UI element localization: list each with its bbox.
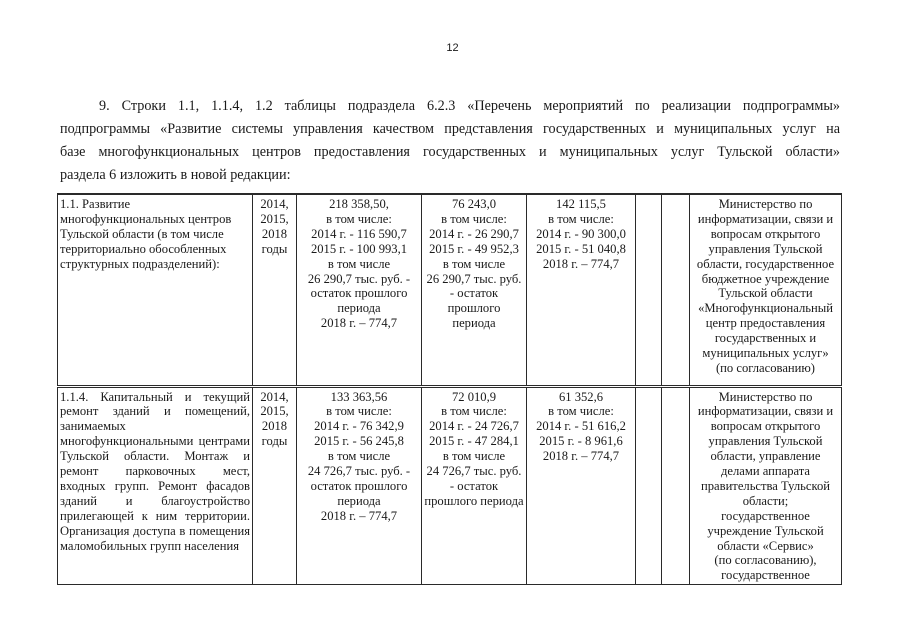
cell-line: делами аппарата (720, 464, 811, 479)
funding-column-a-cell (422, 194, 527, 386)
funding-column-a-cell (422, 386, 527, 585)
cell-line: Министерство по (718, 389, 813, 404)
executor-cell (690, 386, 842, 585)
cell-line: муниципальных услуг» (702, 346, 829, 361)
cell-line: 2015, (260, 404, 289, 419)
cell-line: - остаток (449, 286, 499, 301)
cell-line: 2014, (260, 197, 289, 211)
cell-line: центр предоставления (705, 316, 826, 331)
cell-line: годы (261, 241, 288, 256)
intro-line: подпрограммы «Развитие системы управления качеством представления государственных и муниципальных услуг на (60, 121, 840, 137)
cell-line: 24 726,7 тыс. руб. - (307, 464, 411, 479)
cell-line: 2014 г. - 26 290,7 (429, 226, 519, 241)
cell-line: - остаток (449, 478, 499, 493)
cell-line: в том числе (442, 449, 506, 464)
cell-line: 2015 г. - 51 040,8 (536, 241, 626, 256)
cell-line: 26 290,7 тыс. руб. (426, 271, 522, 286)
cell-line: в том числе (327, 449, 391, 464)
cell-line: 2018 г. – 774,7 (542, 449, 620, 464)
cell-line: области, управление (710, 449, 821, 464)
cell-line: 2015 г. - 56 245,8 (314, 434, 404, 449)
cell-line: периода (337, 301, 381, 316)
cell-line: 2018 (261, 419, 288, 434)
cell-line: 142 115,5 (556, 197, 606, 211)
cell-line: информатизации, связи и (697, 404, 834, 419)
table-row (58, 386, 842, 585)
cell-line: прошлого периода (424, 493, 524, 508)
cell-line: (по согласованию) (715, 360, 815, 375)
cell-line: информатизации, связи и (697, 211, 834, 226)
cell-line: 133 363,56 (330, 389, 388, 404)
cell-line: «Многофункциональный (698, 301, 833, 316)
cell-line: в том числе: (441, 404, 507, 419)
funding-column-b-cell (527, 386, 636, 585)
cell-line: 2014 г. - 116 590,7 (311, 226, 407, 241)
empty-cell (662, 194, 690, 386)
intro-line: раздела 6 изложить в новой редакции: (60, 167, 291, 183)
cell-line: 2014 г. - 76 342,9 (314, 419, 404, 434)
cell-line: области, государственное (696, 256, 835, 271)
cell-line: в том числе: (548, 404, 614, 419)
cell-line: государственное (721, 508, 810, 523)
cell-line: области; (742, 493, 789, 508)
cell-line: остаток прошлого (310, 286, 408, 301)
activities-table (57, 193, 842, 585)
empty-cell (636, 386, 662, 585)
total-funding-cell (297, 194, 422, 386)
executor-cell (690, 194, 842, 386)
cell-line: в том числе: (326, 404, 392, 419)
activity-name-cell: 1.1. Развитие многофункциональных центров Тульской области (в том числе территориально обособленных структурных подразделений): (58, 194, 253, 386)
cell-line: Тульской области (718, 286, 813, 301)
intro-paragraph (60, 95, 840, 187)
table-row (58, 194, 842, 386)
cell-line: вопросам открытого (710, 419, 821, 434)
cell-line: прошлого (447, 301, 501, 316)
cell-line: остаток прошлого (310, 478, 408, 493)
cell-line: 76 243,0 (451, 197, 497, 211)
empty-cell (662, 386, 690, 585)
cell-line: 61 352,6 (558, 389, 604, 404)
intro-line: базе многофункциональных центров предоставления государственных и муниципальных услуг Тульской области» (60, 144, 840, 160)
cell-line: 2015 г. - 100 993,1 (310, 241, 408, 256)
cell-line: 24 726,7 тыс. руб. (426, 464, 522, 479)
years-cell (253, 194, 297, 386)
cell-line: 218 358,50, (329, 197, 389, 211)
cell-line: 2014, (260, 389, 289, 404)
cell-line: 2015, (260, 211, 289, 226)
funding-column-b-cell (527, 194, 636, 386)
cell-line: 72 010,9 (451, 389, 497, 404)
cell-line: 2018 г. – 774,7 (320, 508, 398, 523)
cell-line: (по согласованию), (714, 553, 817, 568)
intro-line: 9. Строки 1.1, 1.1.4, 1.2 таблицы подраздела 6.2.3 «Перечень мероприятий по реализации подпрограммы» (99, 98, 840, 114)
cell-line: 2015 г. - 47 284,1 (429, 434, 519, 449)
cell-line: 26 290,7 тыс. руб. - (307, 271, 411, 286)
empty-cell (636, 194, 662, 386)
cell-line: в том числе (442, 256, 506, 271)
years-cell (253, 386, 297, 585)
cell-line: управления Тульской (708, 434, 823, 449)
cell-line: 2015 г. - 49 952,3 (429, 241, 519, 256)
cell-line: в том числе (327, 256, 391, 271)
cell-line: в том числе: (548, 211, 614, 226)
cell-line: периода (337, 493, 381, 508)
cell-line: в том числе: (441, 211, 507, 226)
cell-line: государственное (721, 568, 810, 583)
cell-line: Министерство по (718, 197, 813, 211)
cell-line: 2018 г. – 774,7 (320, 316, 398, 331)
cell-line: в том числе: (326, 211, 392, 226)
cell-line: правительства Тульской (701, 478, 830, 493)
cell-line: бюджетное учреждение (701, 271, 830, 286)
cell-line: периода (452, 316, 496, 331)
total-funding-cell (297, 386, 422, 585)
cell-line: вопросам открытого (710, 226, 821, 241)
cell-line: годы (261, 434, 288, 449)
cell-line: 2014 г. - 51 616,2 (536, 419, 626, 434)
cell-line: управления Тульской (708, 241, 823, 256)
cell-line: области «Сервис» (717, 538, 814, 553)
page-number: 12 (446, 42, 459, 54)
cell-line: 2014 г. - 24 726,7 (429, 419, 519, 434)
cell-line: государственных и (714, 331, 817, 346)
cell-line: 2018 (261, 226, 288, 241)
cell-line: 2015 г. - 8 961,6 (539, 434, 623, 449)
cell-line: 2018 г. – 774,7 (542, 256, 620, 271)
cell-line: 2014 г. - 90 300,0 (536, 226, 626, 241)
activity-name-cell: 1.1.4. Капитальный и текущий ремонт зданий и помещений, занимаемых многофункциональными центрами Тульской области. Монтаж и ремонт парковочных мест, входных групп. Ремонт фасадов зданий и благоустройство прилегающей к ним территории. Организация доступа в помещения маломобильных групп населения (58, 386, 253, 585)
cell-line: учреждение Тульской (707, 523, 824, 538)
